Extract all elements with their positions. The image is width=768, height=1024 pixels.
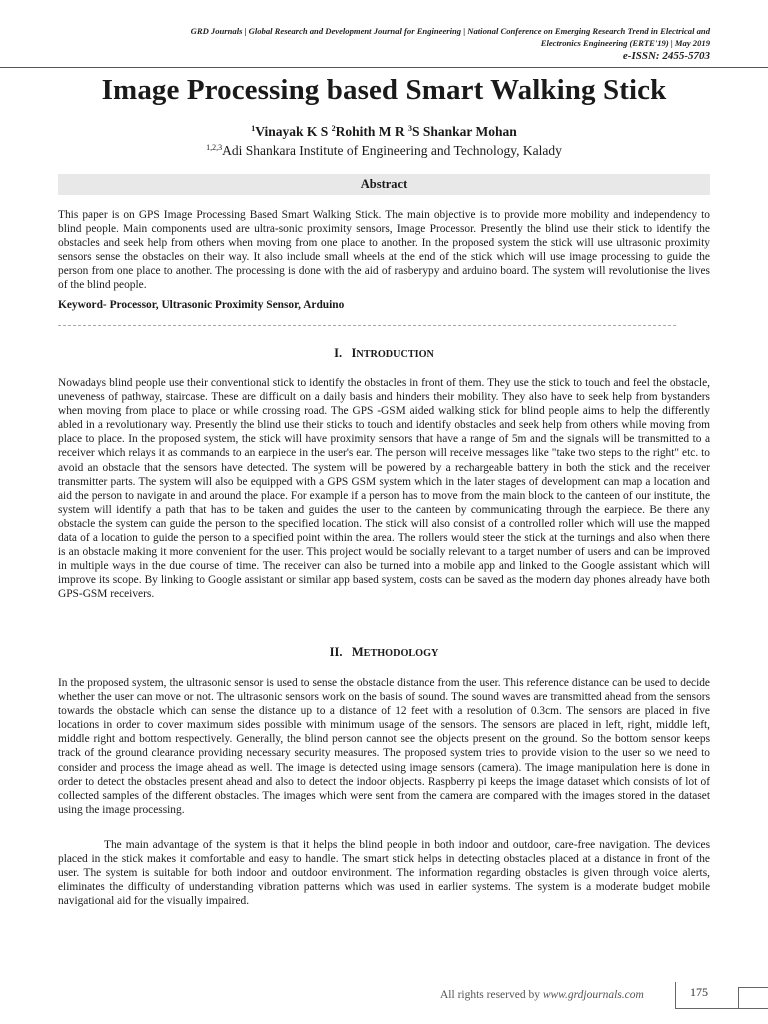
page-number: 175 [690,985,708,999]
footer-divider-horizontal [675,1008,768,1009]
author-3-name: S Shankar Mohan [412,124,517,139]
methodology-paragraph-1: In the proposed system, the ultrasonic sensor is used to sense the obstacle distance from the user. This reference distance can be used to decide whether the user can move or not. The ultrasonic sensors work on the basis of sound. The sound waves are transmitted ahead from the sensors towards the obstacle which can sense the distance up to a distance of 12 feet with a resolution of 0.3cm. The sensors are placed in five locations in order to cover maximum sides possible with minimum usage of the sensors. The sensors are placed in left, right, middle left, middle right and bottom respectively. Generally, the blind person cannot see the objects present on the ground. So the bottom sensor keeps track of the ground clearance providing necessary security measures. The proposed system tries to provide vision to the user so we need to consider and process the image ahead as well. The image is detected using image sensors (camera). The image manipulation here is done in order to detect the obstacles present ahead and also to detect the indoor objects. Raspberry pi keeps the image dataset which consists of lot of collected samples of the different obstacles. The images which were sent from the camera are compared with the images stored in the dataset using the image processing. [58,677,710,816]
affiliation-superscript: 1,2,3 [206,143,223,152]
section-title-rest: ETHODOLOGY [363,648,439,659]
footer-site-link: www.grdjournals.com [542,989,644,1001]
author-1-superscript: 1 [251,124,256,133]
footer-rights [440,989,644,1001]
section-heading-methodology [0,645,768,660]
abstract-paragraph: This paper is on GPS Image Processing Based Smart Walking Stick. The main objective is to provide more mobility and independency to blind people. Main components used are ultra-sonic proximity sensors, Image Processor. Presently the blind use their stick to identify the obstacles and seek help from others when moving from one place to another. In the proposed system the stick will use ultrasonic proximity sensors sense the obstacles on their way. It also include small wheels at the end of the stick which will use image processing to guide the person from one place to another. The processing is done with the aid of rasberypy and arduino board. The system will revolutionise the lives of the blind people. [58,209,710,292]
section-number: I. [334,346,343,360]
section-title-initial: M [351,645,364,659]
journal-header-line2: Electronics Engineering (ERTE'19) | May 2019 [540,37,710,48]
author-1-name: Vinayak K S [255,124,332,139]
issn-label: e-ISSN: 2455-5703 [622,50,710,62]
header-divider [0,67,768,68]
paper-title: Image Processing based Smart Walking Stick [101,74,667,106]
journal-header [60,26,710,49]
methodology-paragraph-2: The main advantage of the system is that it helps the blind people in both indoor and outdoor, care-free navigation. The devices placed in the stick makes it comfortable and easy to handle. The smart stick helps in detecting obstacles placed at a distance in front of the user. The system is suitable for both indoor and outdoor environment. The information regarding obstacles is given through voice alerts, eliminates the difficulty of understanding vibration patterns which was used in earlier systems. The system is a moderate budget mobile navigational aid for the visually impaired. [58,839,710,908]
author-list [0,124,768,140]
affiliation [0,143,768,159]
abstract-heading: Abstract [360,177,408,191]
keywords-line: Keyword- Processor, Ultrasonic Proximity Sensor, Arduino [58,299,345,311]
section-title-rest: NTRODUCTION [356,349,434,360]
journal-header-line1: GRD Journals | Global Research and Development Journal for Engineering | National Conference on Emerging Research Trend in Electrical and [190,26,710,36]
author-2-superscript: 2 [331,124,336,133]
section-title-initial: I [351,346,357,360]
author-3-superscript: 3 [408,124,412,133]
introduction-paragraph: Nowadays blind people use their conventional stick to identify the obstacles in front of them. They use the stick to touch and feel the obstacle, uneveness of pathway, staircase. These are difficult on a daily basis and hinders their mobility. They also have to seek help from bystanders when moving from place to place or while crossing road. The GPS -GSM aided walking stick for blind people aims to help the differently abled in a revolutionary way. Presently the blind use their sticks to touch and identify obstacles and seek help from others while moving from place to place. In the proposed system, the stick will have proximity sensors that have a range of 5m and the signals will be transmitted to a receiver which relays it as commands to an earpiece in the user's ear. The person will receive messages like "take two steps to the right" etc. to avoid an obstacle that the sensors have detected. The system will be powered by a rechargeable battery in both the stick and the receiver transmitter parts. The system will also be equipped with a GPS GSM system which in the later stages of development can map a location and aid the person to navigate in and around the place. For example if a person has to move from the main block to the canteen of our institute, the system will identify a path that has to be taken and guides the user to the canteen by communicating through the earpiece. Be there any obstacle the system can guide the person to the specified location. The stick will also consist of a controlled roller which will use the mapped data of a location to guide the person to a specified point within the area. The rollers would steer the stick at the turnings and also when there is an obstacle making it more convenient for the user. This project would be socially relevant to a target number of users and can be improved in multiple ways in the due course of time. The receiver can also be turned into a mobile app and linked to the Google assistant which will improve its scope. By linking to Google assistant or similar app based system, costs can be saved as the modern day phones already have both GPS-GSM receivers. [58,377,710,601]
abstract-divider [58,325,676,326]
author-2-name: Rohith M R [335,124,408,139]
footer-divider-vertical [675,982,676,1008]
footer-rights-label: All rights reserved by [440,989,543,1001]
section-number: II. [329,645,343,659]
section-heading-introduction [0,346,768,361]
footer-corner-mark [738,987,768,1008]
affiliation-text: Adi Shankara Institute of Engineering and Technology, Kalady [222,143,562,158]
